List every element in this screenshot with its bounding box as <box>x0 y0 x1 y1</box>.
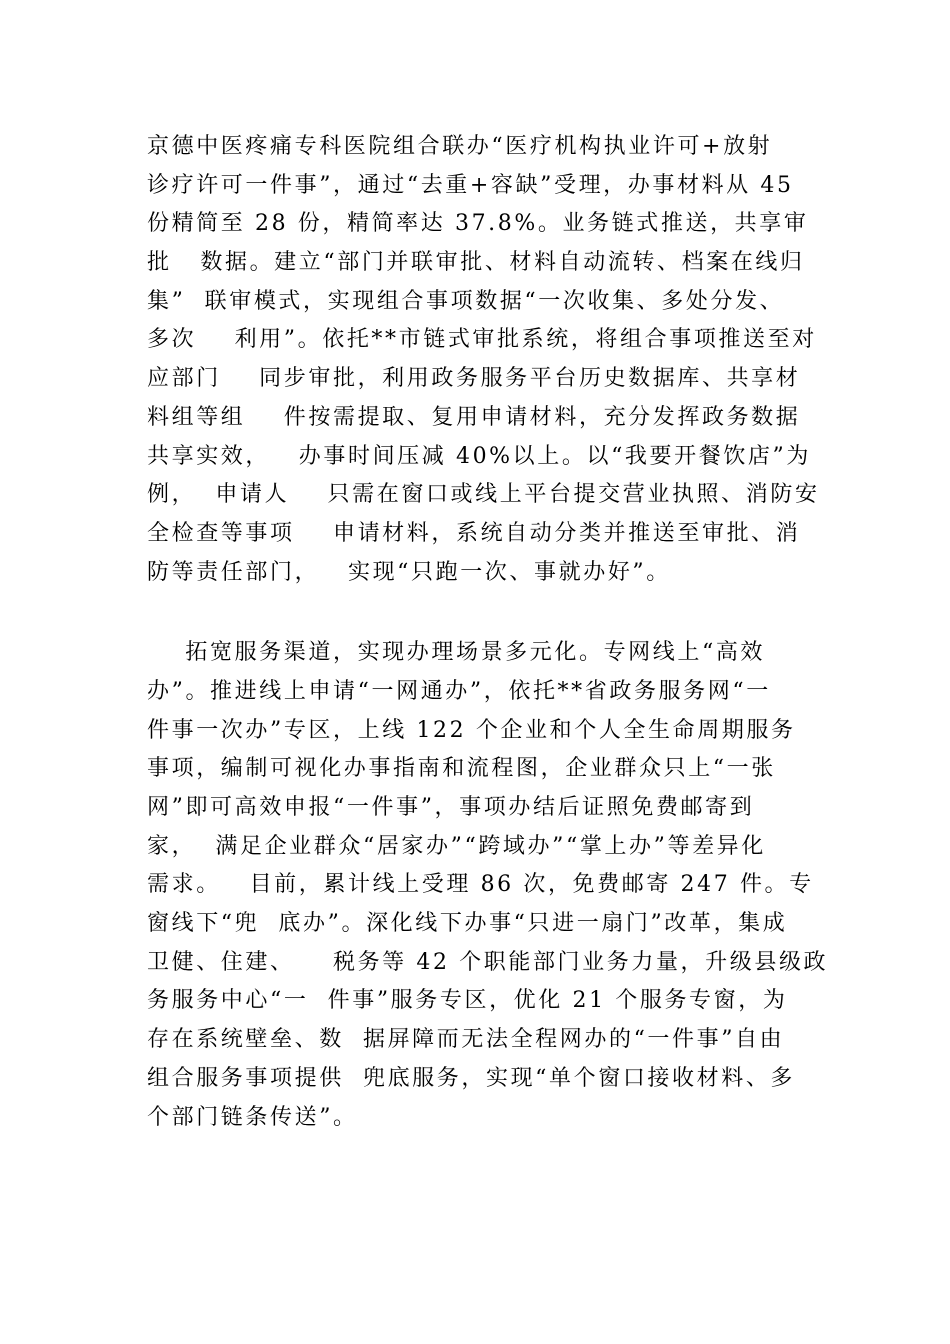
paragraph-line: 网”即可高效申报“一件事”，事项办结后证照免费邮寄到 <box>147 795 755 820</box>
paragraph-line: 料组等组 件按需提取、复用申请材料，充分发挥政务数据 <box>147 404 801 430</box>
paragraph-line: 办”。推进线上申请“一网通办”，依托**省政务服务网“一 <box>147 678 771 704</box>
paragraph-line: 份精简至 28 份，精简率达 37.8%。业务链式推送，共享审 <box>147 211 809 237</box>
paragraph-line: 需求。 目前，累计线上受理 86 次，免费邮寄 247 件。专 <box>147 872 814 898</box>
paragraph-line: 京德中医疼痛专科医院组合联办“医疗机构执业许可+放射 <box>147 134 773 159</box>
paragraph-line: 窗线下“兜 底办”。深化线下办事“只进一扇门”改革，集成 <box>147 911 788 937</box>
paragraph-line: 应部门 同步审批，利用政务服务平台历史数据库、共享材 <box>147 366 801 392</box>
paragraph-line: 共享实效， 办事时间压减 40%以上。以“我要开餐饮店”为 <box>147 443 811 469</box>
paragraph-line: 防等责任部门， 实现“只跑一次、事就办好”。 <box>147 559 671 585</box>
paragraph-line: 集” 联审模式，实现组合事项数据“一次收集、多处分发、 <box>147 288 785 314</box>
paragraph-line: 批 数据。建立“部门并联审批、材料自动流转、档案在线归 <box>147 250 805 276</box>
paragraph-line: 卫健、住建、 税务等 42 个职能部门业务力量，升级县级政 <box>147 949 829 975</box>
paragraph-line: 组合服务事项提供 兜底服务，实现“单个窗口接收材料、多 <box>147 1065 796 1091</box>
paragraph-line: 家， 满足企业群众“居家办”“跨域办”“掌上办”等差异化 <box>147 833 766 859</box>
paragraph-line: 全检查等事项 申请材料，系统自动分类并推送至审批、消 <box>147 520 801 546</box>
paragraph-line: 件事一次办”专区，上线 122 个企业和个人全生命周期服务 <box>147 717 796 743</box>
paragraph-line: 个部门链条传送”。 <box>147 1104 358 1130</box>
paragraph-gap <box>147 592 827 634</box>
document-body <box>147 128 827 1137</box>
paragraph-line: 例， 申请人 只需在窗口或线上平台提交营业执照、消防安 <box>147 482 820 508</box>
paragraph-line: 拓宽服务渠道，实现办理场景多元化。专网线上“高效 <box>147 640 766 666</box>
paragraph-line: 务服务中心“一 件事”服务专区，优化 21 个服务专窗，为 <box>147 988 788 1014</box>
paragraph-line: 多次 利用”。依托**市链式审批系统，将组合事项推送至对 <box>147 327 817 353</box>
paragraph-1 <box>147 128 827 592</box>
paragraph-2 <box>147 634 827 1137</box>
paragraph-line: 诊疗许可一件事”，通过“去重+容缺”受理，办事材料从 45 <box>147 172 794 198</box>
paragraph-line: 存在系统壁垒、数 据屏障而无法全程网办的“一件事”自由 <box>147 1027 785 1053</box>
paragraph-line: 事项，编制可视化办事指南和流程图，企业群众只上“一张 <box>147 756 776 782</box>
